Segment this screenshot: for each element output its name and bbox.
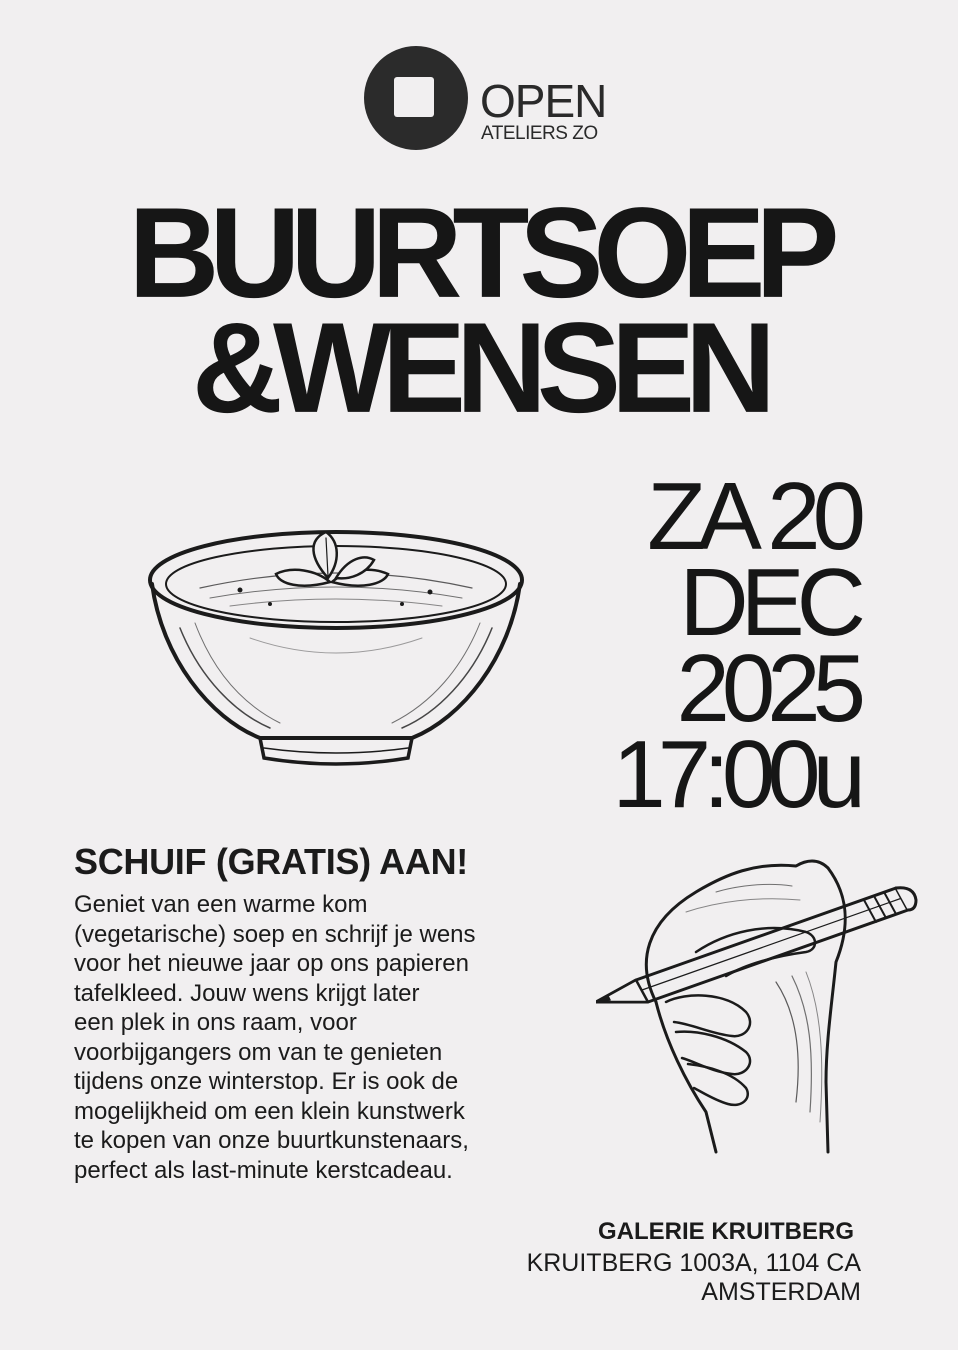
event-title-line-2: &WENSEN [191,295,767,440]
invite-line: voorbijgangers om van te genieten [74,1038,443,1066]
event-year: 2025 [676,635,858,742]
open-ateliers-logo-icon [364,46,468,150]
soup-bowl-icon [140,518,532,776]
logo-subtitle: ATELIERS ZO [481,123,598,144]
invite-line: Geniet van een warme kom [74,891,368,918]
invite-line: te kopen van onze buurtkunstenaars, [74,1127,469,1154]
invite-heading: SCHUIF (GRATIS) AAN! [74,841,468,882]
invite-line: (vegetarische) soep en schrijf je wens [74,920,476,948]
event-month: DEC [679,549,858,656]
invite-line: tijdens onze winterstop. Er is ook de [74,1068,459,1095]
invite-line: mogelijkheid om een klein kunstwerk [74,1097,465,1125]
event-day: ZA 20 [647,463,858,570]
invite-line: perfect als last-minute kerstcadeau. [74,1156,453,1184]
invite-line: een plek in ons raam, voor [74,1009,357,1036]
invite-line: voor het nieuwe jaar op ons papieren [74,950,469,977]
logo-wordmark: OPEN [480,75,607,127]
invite-body [74,890,574,1185]
hand-with-pencil-icon [596,852,926,1162]
venue-city: AMSTERDAM [701,1278,861,1306]
invite-line: tafelkleed. Jouw wens krijgt later [74,979,420,1007]
event-time: 17:00u [612,721,858,828]
event-title-line-1: BUURTSOEP [128,180,830,325]
venue-name: GALERIE KRUITBERG [597,1218,854,1245]
venue-street: KRUITBERG 1003A, 1104 CA [526,1249,861,1277]
